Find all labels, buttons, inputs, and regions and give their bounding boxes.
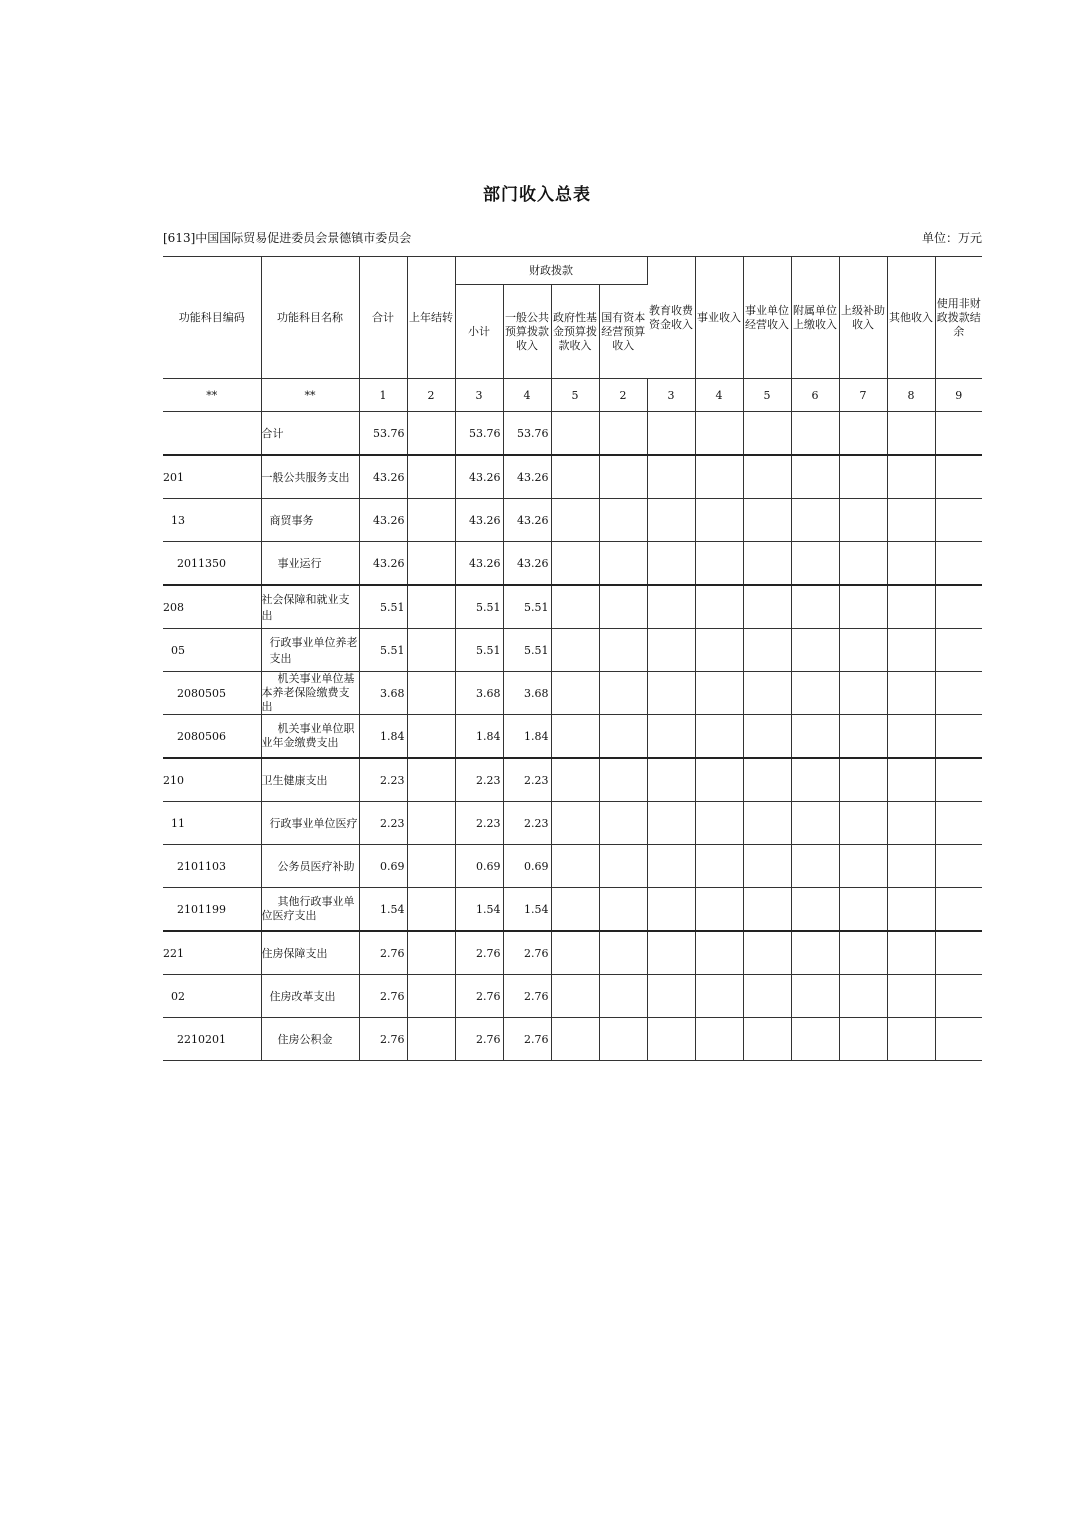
cell-non-fiscal-surplus — [935, 542, 982, 586]
cell-code: 2101199 — [163, 888, 261, 932]
cell-affiliated — [791, 758, 839, 802]
cell-subtotal: 2.76 — [455, 975, 503, 1018]
cell-other — [887, 455, 935, 499]
cell-fund — [551, 888, 599, 932]
cell-subsidy — [839, 542, 887, 586]
index-cell: 3 — [455, 379, 503, 412]
cell-general: 43.26 — [503, 499, 551, 542]
cell-non-fiscal-surplus — [935, 499, 982, 542]
cell-fund — [551, 975, 599, 1018]
cell-operation — [743, 975, 791, 1018]
table-row — [163, 499, 982, 542]
header-fiscal-group: 财政拨款 — [455, 257, 647, 285]
header-subtotal: 小计 — [455, 285, 503, 379]
cell-fund — [551, 542, 599, 586]
cell-subtotal: 2.76 — [455, 1018, 503, 1061]
cell-state-capital — [599, 975, 647, 1018]
cell-state-capital — [599, 1018, 647, 1061]
cell-total: 5.51 — [359, 629, 407, 672]
cell-carryover — [407, 542, 455, 586]
header-edu-fee: 教育收费资金收入 — [647, 257, 695, 379]
cell-non-fiscal-surplus — [935, 888, 982, 932]
cell-state-capital — [599, 412, 647, 456]
cell-operation — [743, 715, 791, 759]
cell-subtotal: 2.23 — [455, 802, 503, 845]
cell-business — [695, 499, 743, 542]
header-fund: 政府性基金预算拨款收入 — [551, 285, 599, 379]
cell-operation — [743, 1018, 791, 1061]
cell-non-fiscal-surplus — [935, 629, 982, 672]
index-cell: 2 — [599, 379, 647, 412]
table-row — [163, 888, 982, 932]
cell-total: 2.23 — [359, 758, 407, 802]
cell-other — [887, 629, 935, 672]
cell-subtotal: 43.26 — [455, 455, 503, 499]
cell-name: 卫生健康支出 — [261, 758, 359, 802]
header-operation: 事业单位经营收入 — [743, 257, 791, 379]
cell-code: 201 — [163, 455, 261, 499]
cell-subsidy — [839, 499, 887, 542]
cell-code: 13 — [163, 499, 261, 542]
cell-non-fiscal-surplus — [935, 672, 982, 715]
cell-other — [887, 715, 935, 759]
index-cell: 9 — [935, 379, 982, 412]
header-non-fiscal-surplus: 使用非财政拨款结余 — [935, 257, 982, 379]
cell-subtotal: 1.54 — [455, 888, 503, 932]
cell-subsidy — [839, 802, 887, 845]
cell-state-capital — [599, 888, 647, 932]
cell-operation — [743, 412, 791, 456]
cell-state-capital — [599, 845, 647, 888]
header-affiliated: 附属单位上缴收入 — [791, 257, 839, 379]
cell-edu-fee — [647, 845, 695, 888]
cell-general: 3.68 — [503, 672, 551, 715]
cell-affiliated — [791, 802, 839, 845]
index-cell: 3 — [647, 379, 695, 412]
header-other: 其他收入 — [887, 257, 935, 379]
cell-business — [695, 1018, 743, 1061]
cell-edu-fee — [647, 499, 695, 542]
cell-edu-fee — [647, 931, 695, 975]
cell-non-fiscal-surplus — [935, 758, 982, 802]
cell-fund — [551, 715, 599, 759]
cell-operation — [743, 802, 791, 845]
cell-general: 2.76 — [503, 975, 551, 1018]
cell-other — [887, 1018, 935, 1061]
cell-subsidy — [839, 672, 887, 715]
cell-carryover — [407, 758, 455, 802]
table-row — [163, 455, 982, 499]
cell-non-fiscal-surplus — [935, 845, 982, 888]
cell-operation — [743, 499, 791, 542]
cell-business — [695, 542, 743, 586]
cell-subsidy — [839, 931, 887, 975]
cell-total: 53.76 — [359, 412, 407, 456]
cell-subsidy — [839, 585, 887, 629]
cell-carryover — [407, 931, 455, 975]
header-carryover: 上年结转 — [407, 257, 455, 379]
cell-fund — [551, 758, 599, 802]
header-subsidy: 上级补助收入 — [839, 257, 887, 379]
cell-general: 2.76 — [503, 1018, 551, 1061]
cell-state-capital — [599, 802, 647, 845]
cell-total: 43.26 — [359, 455, 407, 499]
cell-affiliated — [791, 715, 839, 759]
cell-non-fiscal-surplus — [935, 802, 982, 845]
cell-total: 5.51 — [359, 585, 407, 629]
index-cell: 7 — [839, 379, 887, 412]
table-row — [163, 1018, 982, 1061]
cell-business — [695, 455, 743, 499]
cell-business — [695, 888, 743, 932]
cell-general: 43.26 — [503, 542, 551, 586]
cell-carryover — [407, 802, 455, 845]
cell-subtotal: 43.26 — [455, 499, 503, 542]
cell-edu-fee — [647, 715, 695, 759]
cell-operation — [743, 542, 791, 586]
table-row — [163, 715, 982, 759]
cell-subsidy — [839, 715, 887, 759]
header-total: 合计 — [359, 257, 407, 379]
cell-code: 2080506 — [163, 715, 261, 759]
cell-non-fiscal-surplus — [935, 715, 982, 759]
cell-subsidy — [839, 629, 887, 672]
cell-business — [695, 585, 743, 629]
table-row — [163, 542, 982, 586]
cell-code: 221 — [163, 931, 261, 975]
income-table — [163, 256, 982, 1061]
cell-business — [695, 975, 743, 1018]
cell-operation — [743, 931, 791, 975]
cell-edu-fee — [647, 672, 695, 715]
cell-operation — [743, 888, 791, 932]
cell-affiliated — [791, 845, 839, 888]
cell-edu-fee — [647, 802, 695, 845]
cell-operation — [743, 629, 791, 672]
cell-code: 2080505 — [163, 672, 261, 715]
cell-subsidy — [839, 758, 887, 802]
index-cell: 4 — [503, 379, 551, 412]
cell-affiliated — [791, 672, 839, 715]
cell-name: 其他行政事业单位医疗支出 — [261, 888, 359, 932]
cell-affiliated — [791, 931, 839, 975]
index-cell: 4 — [695, 379, 743, 412]
table-row — [163, 672, 982, 715]
cell-state-capital — [599, 629, 647, 672]
cell-subtotal: 2.76 — [455, 931, 503, 975]
cell-subsidy — [839, 1018, 887, 1061]
index-cell: 5 — [743, 379, 791, 412]
table-row — [163, 758, 982, 802]
cell-total: 2.23 — [359, 802, 407, 845]
cell-edu-fee — [647, 758, 695, 802]
cell-other — [887, 542, 935, 586]
table-row — [163, 802, 982, 845]
cell-total: 43.26 — [359, 542, 407, 586]
cell-fund — [551, 1018, 599, 1061]
cell-general: 1.54 — [503, 888, 551, 932]
cell-name: 行政事业单位养老支出 — [261, 629, 359, 672]
cell-fund — [551, 412, 599, 456]
cell-fund — [551, 845, 599, 888]
cell-edu-fee — [647, 888, 695, 932]
cell-edu-fee — [647, 585, 695, 629]
table-row — [163, 585, 982, 629]
cell-name: 住房公积金 — [261, 1018, 359, 1061]
cell-subsidy — [839, 888, 887, 932]
cell-code: 11 — [163, 802, 261, 845]
cell-edu-fee — [647, 975, 695, 1018]
cell-affiliated — [791, 499, 839, 542]
cell-fund — [551, 499, 599, 542]
cell-code: 210 — [163, 758, 261, 802]
cell-name: 社会保障和就业支出 — [261, 585, 359, 629]
index-cell: 8 — [887, 379, 935, 412]
cell-subsidy — [839, 975, 887, 1018]
cell-operation — [743, 455, 791, 499]
cell-operation — [743, 672, 791, 715]
cell-general: 2.76 — [503, 931, 551, 975]
cell-carryover — [407, 672, 455, 715]
cell-name: 住房改革支出 — [261, 975, 359, 1018]
table-row — [163, 975, 982, 1018]
cell-name: 合计 — [261, 412, 359, 456]
cell-carryover — [407, 455, 455, 499]
table-row — [163, 845, 982, 888]
index-row — [163, 379, 982, 412]
cell-state-capital — [599, 931, 647, 975]
cell-subtotal: 0.69 — [455, 845, 503, 888]
index-cell: 5 — [551, 379, 599, 412]
header-state-capital: 国有资本经营预算收入 — [601, 310, 646, 352]
cell-fund — [551, 931, 599, 975]
cell-fund — [551, 455, 599, 499]
cell-carryover — [407, 629, 455, 672]
cell-other — [887, 845, 935, 888]
organization-label: [613]中国国际贸易促进委员会景德镇市委员会 — [163, 231, 412, 245]
cell-state-capital — [599, 542, 647, 586]
unit-label: 单位：万元 — [921, 231, 982, 245]
cell-business — [695, 629, 743, 672]
cell-total: 43.26 — [359, 499, 407, 542]
cell-subtotal: 1.84 — [455, 715, 503, 759]
cell-total: 0.69 — [359, 845, 407, 888]
cell-non-fiscal-surplus — [935, 1018, 982, 1061]
cell-total: 2.76 — [359, 1018, 407, 1061]
cell-edu-fee — [647, 412, 695, 456]
cell-non-fiscal-surplus — [935, 931, 982, 975]
cell-other — [887, 672, 935, 715]
cell-subsidy — [839, 412, 887, 456]
cell-name: 住房保障支出 — [261, 931, 359, 975]
cell-total: 2.76 — [359, 975, 407, 1018]
cell-other — [887, 888, 935, 932]
cell-fund — [551, 802, 599, 845]
cell-subtotal: 2.23 — [455, 758, 503, 802]
cell-code: 2011350 — [163, 542, 261, 586]
cell-affiliated — [791, 629, 839, 672]
cell-name: 商贸事务 — [261, 499, 359, 542]
cell-subtotal: 43.26 — [455, 542, 503, 586]
cell-business — [695, 845, 743, 888]
cell-other — [887, 975, 935, 1018]
cell-non-fiscal-surplus — [935, 975, 982, 1018]
cell-affiliated — [791, 585, 839, 629]
cell-code: 208 — [163, 585, 261, 629]
cell-affiliated — [791, 888, 839, 932]
cell-state-capital — [599, 585, 647, 629]
cell-business — [695, 802, 743, 845]
cell-state-capital — [599, 499, 647, 542]
cell-code: 05 — [163, 629, 261, 672]
cell-carryover — [407, 585, 455, 629]
cell-subtotal: 3.68 — [455, 672, 503, 715]
cell-state-capital — [599, 672, 647, 715]
cell-subtotal: 5.51 — [455, 585, 503, 629]
cell-general: 2.23 — [503, 758, 551, 802]
cell-business — [695, 412, 743, 456]
cell-carryover — [407, 1018, 455, 1061]
cell-carryover — [407, 888, 455, 932]
header-name: 功能科目名称 — [261, 257, 359, 379]
cell-name: 事业运行 — [261, 542, 359, 586]
header-business: 事业收入 — [695, 257, 743, 379]
cell-fund — [551, 629, 599, 672]
cell-carryover — [407, 412, 455, 456]
cell-general: 0.69 — [503, 845, 551, 888]
table-row — [163, 931, 982, 975]
cell-non-fiscal-surplus — [935, 455, 982, 499]
cell-edu-fee — [647, 542, 695, 586]
cell-affiliated — [791, 975, 839, 1018]
cell-code — [163, 412, 261, 456]
header-general: 一般公共预算拨款收入 — [503, 285, 551, 379]
cell-general: 2.23 — [503, 802, 551, 845]
cell-code: 02 — [163, 975, 261, 1018]
cell-other — [887, 499, 935, 542]
cell-name: 机关事业单位基本养老保险缴费支出 — [261, 672, 359, 715]
cell-operation — [743, 758, 791, 802]
cell-name: 一般公共服务支出 — [261, 455, 359, 499]
cell-total: 2.76 — [359, 931, 407, 975]
cell-subsidy — [839, 845, 887, 888]
cell-state-capital — [599, 455, 647, 499]
cell-edu-fee — [647, 629, 695, 672]
cell-subtotal: 5.51 — [455, 629, 503, 672]
index-cell: 6 — [791, 379, 839, 412]
cell-name: 机关事业单位职业年金缴费支出 — [261, 715, 359, 759]
cell-total: 1.54 — [359, 888, 407, 932]
cell-other — [887, 585, 935, 629]
table-row — [163, 629, 982, 672]
table-row — [163, 412, 982, 456]
cell-non-fiscal-surplus — [935, 412, 982, 456]
cell-other — [887, 802, 935, 845]
cell-general: 53.76 — [503, 412, 551, 456]
cell-code: 2101103 — [163, 845, 261, 888]
cell-operation — [743, 845, 791, 888]
cell-state-capital — [599, 715, 647, 759]
cell-business — [695, 758, 743, 802]
cell-edu-fee — [647, 1018, 695, 1061]
cell-other — [887, 931, 935, 975]
cell-subtotal: 53.76 — [455, 412, 503, 456]
index-cell: ** — [261, 379, 359, 412]
cell-subsidy — [839, 455, 887, 499]
cell-fund — [551, 672, 599, 715]
cell-other — [887, 412, 935, 456]
cell-affiliated — [791, 455, 839, 499]
page-title: 部门收入总表 — [483, 185, 591, 205]
cell-general: 1.84 — [503, 715, 551, 759]
cell-total: 1.84 — [359, 715, 407, 759]
cell-affiliated — [791, 542, 839, 586]
cell-general: 43.26 — [503, 455, 551, 499]
header-code: 功能科目编码 — [163, 257, 261, 379]
index-cell: 1 — [359, 379, 407, 412]
cell-code: 2210201 — [163, 1018, 261, 1061]
cell-general: 5.51 — [503, 629, 551, 672]
cell-affiliated — [791, 412, 839, 456]
cell-general: 5.51 — [503, 585, 551, 629]
cell-state-capital — [599, 758, 647, 802]
cell-carryover — [407, 499, 455, 542]
cell-business — [695, 931, 743, 975]
cell-name: 行政事业单位医疗 — [261, 802, 359, 845]
cell-edu-fee — [647, 455, 695, 499]
cell-carryover — [407, 975, 455, 1018]
cell-fund — [551, 585, 599, 629]
cell-carryover — [407, 845, 455, 888]
cell-affiliated — [791, 1018, 839, 1061]
cell-carryover — [407, 715, 455, 759]
cell-operation — [743, 585, 791, 629]
cell-total: 3.68 — [359, 672, 407, 715]
cell-other — [887, 758, 935, 802]
index-cell: 2 — [407, 379, 455, 412]
cell-business — [695, 672, 743, 715]
cell-name: 公务员医疗补助 — [261, 845, 359, 888]
cell-non-fiscal-surplus — [935, 585, 982, 629]
cell-business — [695, 715, 743, 759]
index-cell: ** — [163, 379, 261, 412]
